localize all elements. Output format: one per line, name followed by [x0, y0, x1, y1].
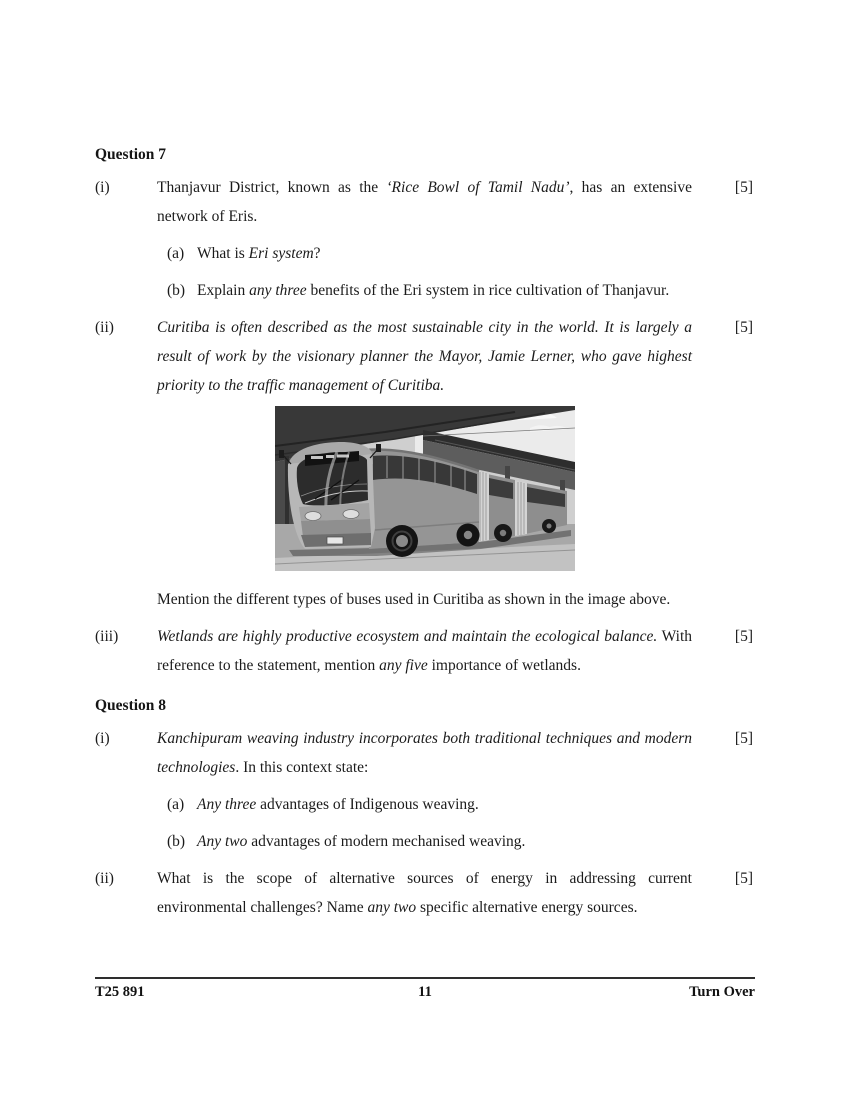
text-segment: advantages of modern mechanised weaving. [247, 833, 526, 850]
text-segment-italic: Any three [197, 796, 257, 813]
q7-item-ii [95, 313, 753, 614]
text-segment: Thanjavur District, known as the [157, 179, 387, 196]
q7-item-ii-caption: Mention the different types of buses used in Curitiba as shown in the image above. [157, 591, 671, 608]
bus-photo-graphic [275, 406, 575, 571]
bus-photo [275, 406, 575, 571]
q8-item-ii-label: (ii) [95, 870, 114, 887]
sub-b-label: (b) [167, 833, 186, 850]
text-segment-italic: any five [379, 657, 428, 674]
q7-item-i-label: (i) [95, 179, 110, 196]
q7-item-iii-text [157, 622, 692, 680]
q7-item-ii-label: (ii) [95, 319, 114, 336]
q8-i-marks: [5] [734, 730, 753, 747]
q7-item-i [95, 173, 753, 305]
q8-i-sub-b [167, 827, 692, 856]
text-segment: specific alternative energy sources. [416, 899, 638, 916]
text-segment: advantages of Indigenous weaving. [256, 796, 479, 813]
q7-item-iii-label: (iii) [95, 628, 119, 645]
text-segment-italic: Wetlands are highly productive ecosystem and maintain the ecological balance. [157, 628, 658, 645]
q8-item-ii-body [157, 864, 692, 922]
mirror [279, 450, 284, 458]
text-segment: What is the scope of alternative sources of energy in addressing current environmental challenges? Name [157, 870, 692, 916]
q8-i-sub-a [167, 790, 692, 819]
question-7-heading: Question 7 [95, 146, 167, 163]
question-8-heading: Question 8 [95, 697, 167, 714]
text-segment: What is [197, 245, 249, 262]
page-content [95, 145, 753, 922]
text-segment: With reference to the statement, mention [157, 628, 693, 674]
q8-item-ii-text [157, 864, 692, 922]
mirror [376, 444, 381, 452]
q7-item-i-body [157, 173, 692, 305]
q7-i-sub-a [167, 239, 692, 268]
q7-item-iii [95, 622, 753, 680]
text-segment: importance of wetlands. [427, 657, 581, 674]
q8-item-i [95, 724, 753, 856]
text-segment: . In this context state: [235, 759, 369, 776]
q7-item-i-text [157, 173, 692, 231]
sub-b-text [197, 276, 692, 305]
q7-ii-marks: [5] [734, 319, 753, 336]
sub-b-text [197, 827, 692, 856]
text-segment-italic: Any two [197, 833, 248, 850]
q8-item-i-body [157, 724, 692, 856]
paper-code: T25 891 [95, 984, 145, 1000]
text-segment-italic: Kanchipuram weaving industry incorporates both traditional techniques and modern technologies [157, 730, 692, 776]
q7-i-marks: [5] [734, 179, 753, 196]
text-segment-italic: any two [367, 899, 417, 916]
text-segment: benefits of the Eri system in rice cultivation of Thanjavur. [306, 282, 670, 299]
q8-item-i-label: (i) [95, 730, 110, 747]
sub-a-text [197, 790, 692, 819]
text-segment-italic: ‘Rice Bowl of Tamil Nadu’ [386, 179, 570, 196]
page-number: 11 [418, 984, 432, 1000]
headlight [305, 512, 321, 521]
q8-item-i-text [157, 724, 692, 782]
sub-b-label: (b) [167, 282, 186, 299]
footer-divider [95, 977, 755, 979]
q7-item-ii-text: Curitiba is often described as the most sustainable city in the world. It is largely a result of work by the visionary planner the Mayor, Jamie Lerner, who gave highest priority to the traffic management of Curitiba. [157, 319, 692, 394]
text-segment-italic: Eri system [248, 245, 314, 262]
q7-item-ii-body [157, 313, 692, 614]
q7-i-sub-b [167, 276, 692, 305]
text-segment-italic: any three [249, 282, 307, 299]
text-segment: Explain [197, 282, 250, 299]
q7-item-iii-body [157, 622, 692, 680]
q8-item-ii [95, 864, 753, 922]
sub-a-label: (a) [167, 796, 185, 813]
sub-a-label: (a) [167, 245, 185, 262]
q8-ii-marks: [5] [734, 870, 753, 887]
sub-a-text [197, 239, 692, 268]
headlight [343, 510, 359, 519]
text-segment: , has an extensive network of Eris. [157, 179, 692, 225]
turn-over-label: Turn Over [689, 984, 755, 1000]
text-segment: ? [313, 245, 321, 262]
q7-iii-marks: [5] [734, 628, 753, 645]
page-footer [95, 983, 755, 1001]
license-plate [327, 537, 343, 544]
